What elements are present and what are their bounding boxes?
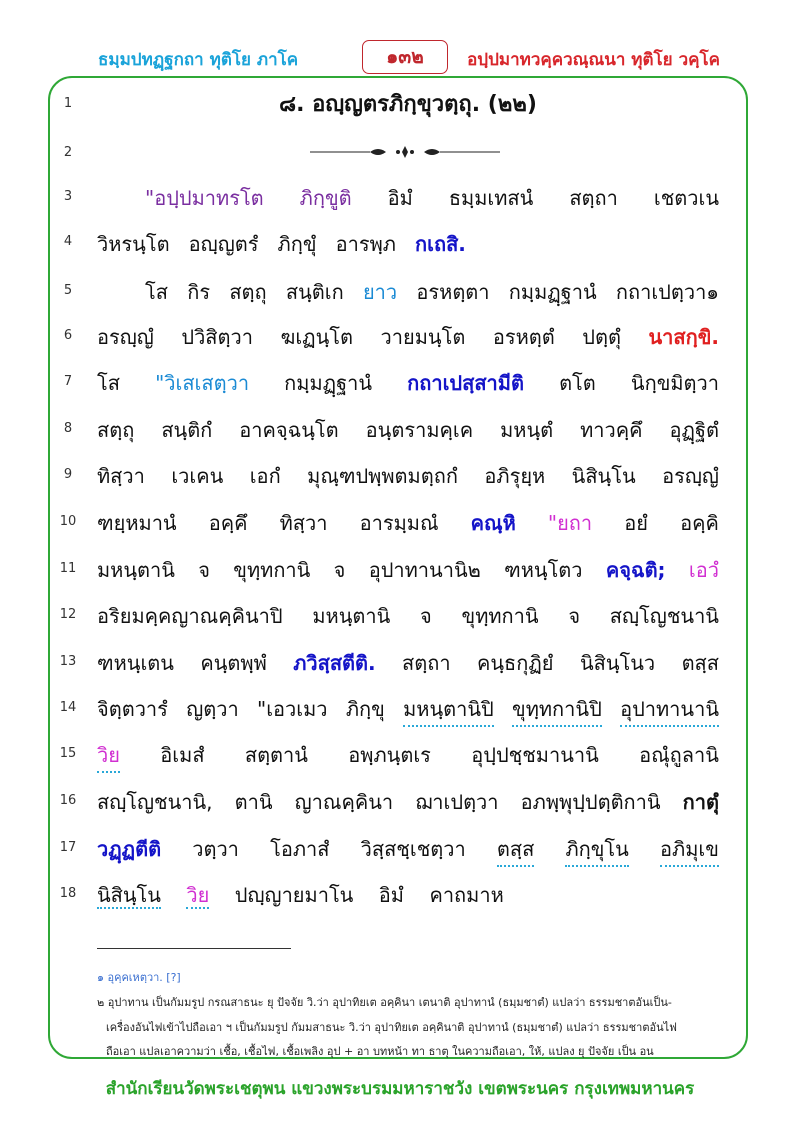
word: สตฺถา <box>402 651 451 675</box>
footnote-1: ๑ อุคฺคเหตฺวา. [?] <box>97 971 181 984</box>
word: จิตฺตวารํ <box>97 697 168 721</box>
word: อารพฺภ <box>335 232 396 256</box>
word: อคฺคึ <box>208 511 248 535</box>
line-number: 16 <box>59 793 77 808</box>
word: คณฺหิ <box>470 511 516 535</box>
word: นิกฺขมิตฺวา <box>630 371 719 395</box>
line-number: 6 <box>63 328 73 343</box>
word: จ <box>333 558 346 582</box>
word: "อปฺปมาทรโต <box>145 186 264 210</box>
word: อภพฺพุปฺปตฺติกานิ <box>520 790 661 814</box>
line-number: 9 <box>63 467 73 482</box>
word: จ <box>568 604 581 628</box>
word: สตฺถา <box>569 186 618 210</box>
footnote-separator <box>97 948 291 949</box>
text-line-14 <box>97 693 719 727</box>
text-line-18 <box>97 879 719 911</box>
word: อริยมคฺคญาณคฺคินาปิ <box>97 604 283 628</box>
word: มหนฺตานิ <box>312 604 391 628</box>
word: สญฺโญชนานิ, <box>97 790 213 814</box>
word: วิหรนฺโต <box>97 232 170 256</box>
word: อุปฺปชฺชมานานิ <box>471 743 599 767</box>
word: คนฺตพฺพํ <box>200 651 267 675</box>
word: ภิกฺขูติ <box>299 186 352 210</box>
word: นาสกฺขิ. <box>648 325 719 349</box>
line-number: 14 <box>59 700 77 715</box>
word: วฏฺฏตีติ <box>97 837 162 861</box>
word: สตฺถุ <box>97 418 135 442</box>
word: ฑยฺหมานํ <box>97 511 177 535</box>
line-number: 13 <box>59 654 77 669</box>
word: นิสินฺโนว <box>579 651 656 675</box>
word: ตานิ <box>234 790 273 814</box>
word: จ <box>198 558 210 582</box>
ornament-divider <box>310 146 500 158</box>
word: ฑหนฺเตน <box>97 651 174 675</box>
word: ขุทฺทกานิ <box>461 604 539 628</box>
word: ภวิสฺสตีติ. <box>293 651 376 675</box>
page-header <box>0 40 800 80</box>
word: วิสฺสชฺเชตฺวา <box>360 837 466 861</box>
line-number: 5 <box>63 283 73 298</box>
word: ตสฺส <box>681 651 719 675</box>
word: "ยถา <box>547 511 593 535</box>
word: ยาว <box>362 280 398 304</box>
text-line-7 <box>97 367 719 399</box>
word: ภิกฺขุ <box>345 697 385 721</box>
word: กถาเปตฺวา๑ <box>615 280 719 304</box>
word: ขุทฺทกานิ <box>233 558 311 582</box>
word: นิสินฺโน <box>97 883 161 907</box>
word: อุปาทานานิ๒ <box>368 558 481 582</box>
word: ตโต <box>559 371 596 395</box>
text-line-10 <box>97 507 719 539</box>
text-line-3 <box>145 182 719 214</box>
word: กมฺมฏฺฐานํ <box>284 371 373 395</box>
text-line-17 <box>97 833 719 867</box>
line-number: 8 <box>63 421 73 436</box>
word: อภิมุเข <box>660 833 719 867</box>
word: สญฺโญชนานิ <box>609 604 719 628</box>
word: เอกํ <box>249 464 281 488</box>
line-number: 1 <box>63 96 73 111</box>
word: ญตฺวา <box>186 697 239 721</box>
word: วิย <box>97 739 120 773</box>
word: ทิสฺวา <box>279 511 328 535</box>
word: ธมฺมเทสนํ <box>448 186 534 210</box>
word: มหนฺตานิปิ <box>403 693 494 727</box>
word: อารมฺมณํ <box>359 511 439 535</box>
word: ขุทฺทกานิปิ <box>512 693 602 727</box>
line-number: 7 <box>63 374 73 389</box>
line-number: 11 <box>59 561 77 576</box>
word: "วิเสเสตฺวา <box>155 371 250 395</box>
word: อรหตฺตํ <box>492 325 555 349</box>
text-line-4 <box>97 228 719 260</box>
word: อยํ <box>624 511 649 535</box>
word: คนฺธกุฏิยํ <box>477 651 554 675</box>
text-line-15 <box>97 739 719 773</box>
word: "เอวเมว <box>257 697 328 721</box>
word: โส <box>97 371 120 395</box>
chapter-title: อปฺปมาทวคฺควณฺณนา ทุติโย วคฺโค <box>467 50 720 70</box>
word: วิย <box>186 883 210 907</box>
word: เวเคน <box>171 464 224 488</box>
word: มุณฺฑปพฺพตมตฺถกํ <box>307 464 458 488</box>
text-line-9 <box>97 460 719 492</box>
page-footer: สำนักเรียนวัดพระเชตุพน แขวงพระบรมมหาราชวัง เขตพระนคร กรุงเทพมหานคร <box>105 1079 695 1099</box>
word: เชตวเน <box>653 186 719 210</box>
word: เอวํ <box>688 558 719 582</box>
line-number: 18 <box>59 886 77 901</box>
word: ปวิสิตฺวา <box>181 325 253 349</box>
word: คาถมาห <box>429 883 504 907</box>
word: อุปาทานานิ <box>620 693 719 727</box>
book-title: ธมฺมปทฏฺฐกถา ทุติโย ภาโค <box>98 50 299 70</box>
word: คจฺฉติ; <box>605 558 666 582</box>
word: กมฺมฏฺฐานํ <box>508 280 597 304</box>
line-number: 10 <box>59 514 77 529</box>
text-line-11 <box>97 554 719 586</box>
line-number: 4 <box>63 234 73 249</box>
word: มหนฺตํ <box>500 418 554 442</box>
word: อิมํ <box>378 883 404 907</box>
word: อรญฺญํ <box>662 464 719 488</box>
word: กเถสิ. <box>415 232 466 256</box>
line-number: 3 <box>63 189 73 204</box>
word: ทิสฺวา <box>97 464 145 488</box>
word: อภิรุยฺห <box>484 464 546 488</box>
word: สนฺติกํ <box>161 418 213 442</box>
word: อนฺตรามคฺเค <box>365 418 474 442</box>
word: ภิกฺขุํ <box>277 232 317 256</box>
section-title: ๘. อญฺญตรภิกฺขุวตฺถุ. (๒๒) <box>279 92 537 117</box>
word: นิสินฺโน <box>571 464 636 488</box>
word: สนฺติเก <box>285 280 344 304</box>
word: ทาวคฺคึ <box>580 418 643 442</box>
word: วตฺวา <box>192 837 239 861</box>
line-number: 2 <box>63 145 73 160</box>
word: กาตุํ <box>682 790 719 814</box>
word: อาคจฺฉนฺโต <box>239 418 339 442</box>
word: อณุํถูลานิ <box>639 743 719 767</box>
word: ตสฺส <box>497 833 534 867</box>
word: สตฺตานํ <box>244 743 308 767</box>
word: กถาเปสฺสามีติ <box>407 371 524 395</box>
word: อคฺคิ <box>680 511 719 535</box>
text-line-6 <box>97 321 719 353</box>
line-number: 15 <box>59 746 77 761</box>
word: อุฏฺฐิตํ <box>669 418 719 442</box>
footnote-2-line-2: เครื่องอันไฟเข้าไปถือเอา ฯ เป็นกัมมรูป กัมมสาธนะ วิ.ว่า อุปาทิยเต อคฺคินาติ อุปาทานํ (ธมฺมชาตํ) แปลว่า ธรรมชาตอันไฟ <box>106 1021 677 1034</box>
word: โส <box>145 280 168 304</box>
text-line-13 <box>97 647 719 679</box>
line-number: 12 <box>59 607 77 622</box>
footnote-2-line-3: ถือเอา แปลเอาความว่า เชื้อ, เชื้อไฟ, เชื้อเพลิง อุป + อา บทหน้า ทา ธาตุ ในความถือเอา, ให้, แปลง ยุ ปัจจัย เป็น อน <box>106 1045 654 1058</box>
word: สตฺถุ <box>229 280 267 304</box>
word: อพฺภนฺตเร <box>348 743 431 767</box>
word: อรหตฺตา <box>416 280 490 304</box>
text-line-16 <box>97 786 719 818</box>
word: มหนฺตานิ <box>97 558 175 582</box>
word: ปตฺตุํ <box>582 325 621 349</box>
word: โอภาสํ <box>270 837 330 861</box>
word: อญฺญตรํ <box>188 232 259 256</box>
word: อิมํ <box>387 186 413 210</box>
word: ปญฺญายมาโน <box>234 883 354 907</box>
word: ฑหนฺโตว <box>504 558 583 582</box>
word: ฌาเปตฺวา <box>415 790 499 814</box>
word: อรญฺญํ <box>97 325 154 349</box>
page-number-badge: ๑๓๒ <box>362 40 448 74</box>
footnote-2-line-1: ๒ อุปาทาน เป็นกัมมรูป กรณสาธนะ ยุ ปัจจัย วิ.ว่า อุปาทิยเต อคฺคินา เตนาติ อุปาทานํ (ธมฺมชาตํ) แปลว่า ธรรมชาตอันเป็น- <box>97 996 672 1009</box>
text-line-12 <box>97 600 719 632</box>
line-number: 17 <box>59 840 77 855</box>
word: วายมนฺโต <box>380 325 466 349</box>
text-line-5 <box>145 276 719 308</box>
word: ญาณคฺคินา <box>294 790 394 814</box>
word: ภิกฺขุโน <box>565 833 628 867</box>
word: อิเมสํ <box>160 743 205 767</box>
word: จ <box>420 604 432 628</box>
text-line-8 <box>97 414 719 446</box>
word: ฆเฏนฺโต <box>280 325 354 349</box>
word: กิร <box>187 280 211 304</box>
